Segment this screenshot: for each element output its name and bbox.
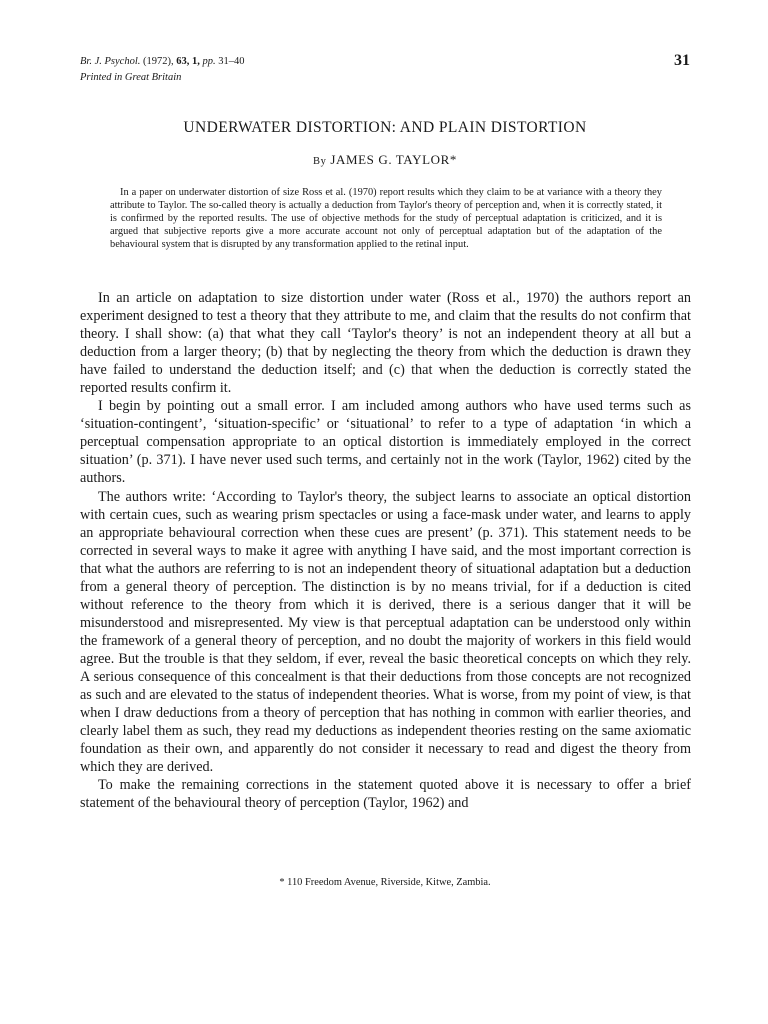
body-paragraph: In an article on adaptation to size distortion under water (Ross et al., 1970) the authors report an experiment designed to test a theory that they attribute to me, and claim that the results do not confirm that theory. I shall show: (a) that what they call ‘Taylor's theory’ is not an independent theory at all but a deduction from a larger theory; (b) that by neglecting the theory from which the deduction is drawn they have failed to understand the deduction itself; and (c) that when the deduction is correctly stated the reported results confirm it. xyxy=(80,290,691,397)
author-name: JAMES G. TAYLOR* xyxy=(330,152,457,167)
journal-citation xyxy=(80,54,690,70)
byline-by: By xyxy=(313,156,327,167)
abstract-text: In a paper on underwater distortion of size Ross et al. (1970) report results which they claim to be at variance with a theory they attribute to Taylor. The so-called theory is actually a deduction from Taylor's theory of perception and, when it is correctly stated, it is confirmed by the reported results. The use of objective methods for the study of perceptual adaptation is criticized, and it is argued that subjective reports give a more accurate account not only of perceptual adaptation but of the adaptation of the behavioural system that is disrupted by any transformation applied to the retinal input. xyxy=(110,187,662,251)
journal-name: Br. J. Psychol. xyxy=(80,56,141,67)
article-title: UNDERWATER DISTORTION: AND PLAIN DISTORTION xyxy=(183,119,587,136)
pages-label: pp. xyxy=(202,56,216,67)
article-body xyxy=(80,289,691,812)
body-paragraph: I begin by pointing out a small error. I am included among authors who have used terms such as ‘situation-contingent’, ‘situation-specific’ or ‘situational’ to refer to a type of adaptation ‘in which a perceptual compensation appropriate to an optical distortion is immediately employed in the correct situation’ (p. 371). I have never used such terms, and certainly not in the work (Taylor, 1962) cited by the authors. xyxy=(80,398,691,487)
byline xyxy=(80,152,690,168)
abstract xyxy=(110,186,662,251)
journal-year: (1972), xyxy=(143,56,174,67)
page-number: 31 xyxy=(674,52,690,69)
printed-note: Printed in Great Britain xyxy=(80,72,182,83)
body-paragraph: The authors write: ‘According to Taylor's theory, the subject learns to associate an optical distortion with certain cues, such as wearing prism spectacles or using a face-mask under water, and learns to apply an appropriate behavioural correction when these cues are present’ (p. 371). This statement needs to be corrected in several ways to make it agree with anything I have said, and the most important correction is that what the authors are referring to is not an independent theory of situational adaptation but a deduction from a general theory of perception. The distinction is by no means trivial, for if a deduction is cited without reference to the theory from which it is derived, there is a serious danger that it will be misunderstood and misrepresented. My view is that perceptual adaptation can be understood only within the framework of a general theory of perception, and no doubt the majority of workers in this field would agree. But the trouble is that they seldom, if ever, reveal the basic theoretical concepts on which they rely. A serious consequence of this concealment is that their deductions from those concepts are not recognized as such and are elevated to the status of independent theories. What is worse, from my point of view, is that when I draw deductions from a theory of perception that has nothing in common with earlier theories, and clearly label them as such, they read my deductions as independent theories resting on the same axiomatic foundation as their own, and apparently do not consider it necessary to read and digest the theory from which they are derived. xyxy=(80,488,691,776)
body-paragraph: To make the remaining corrections in the statement quoted above it is necessary to offer a brief statement of the behavioural theory of perception (Taylor, 1962) and xyxy=(80,777,691,812)
author-footnote: * 110 Freedom Avenue, Riverside, Kitwe, Zambia. xyxy=(279,877,491,888)
journal-volume: 63, 1, xyxy=(176,56,200,67)
running-header xyxy=(80,54,690,86)
page-range: 31–40 xyxy=(218,56,245,67)
